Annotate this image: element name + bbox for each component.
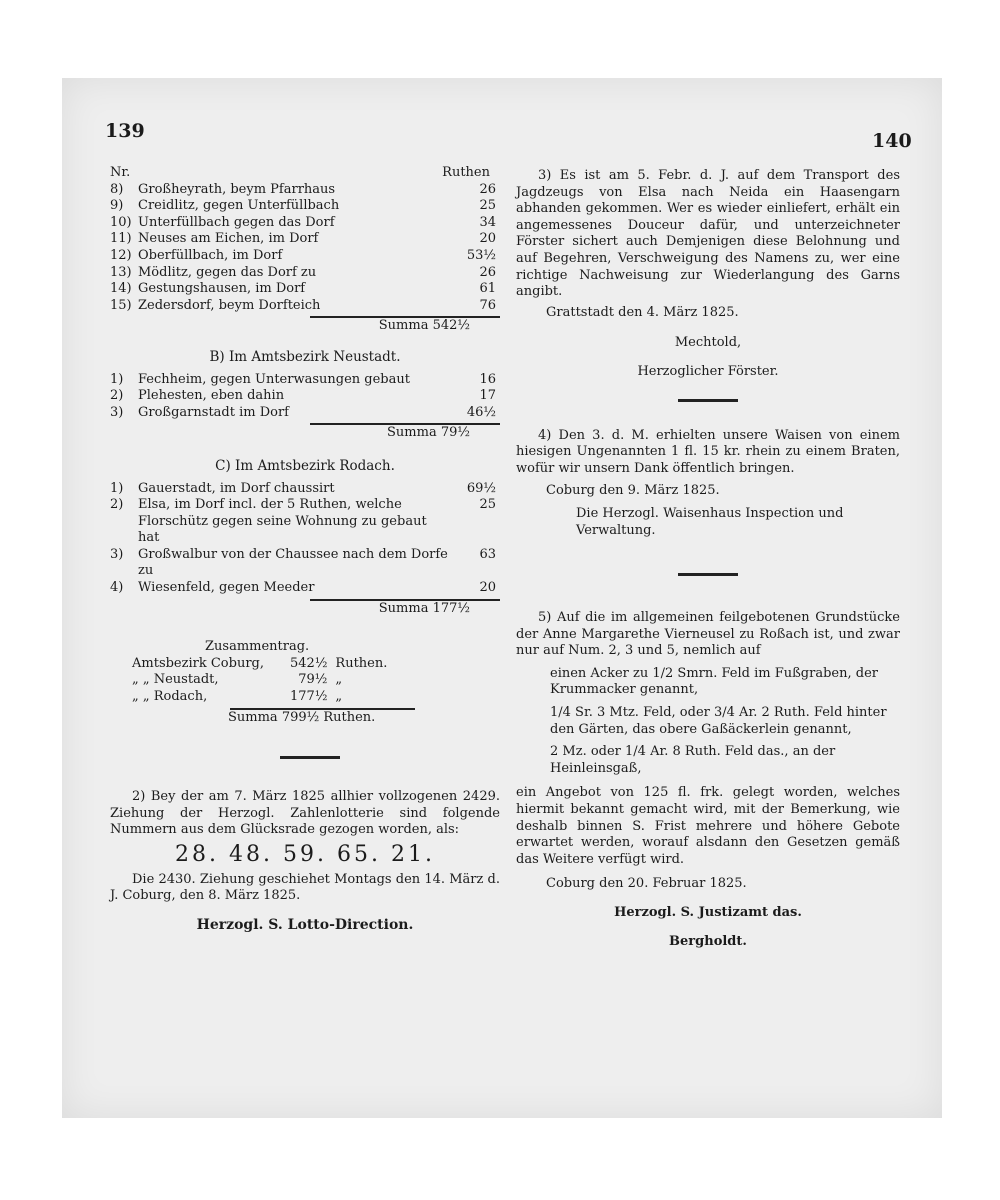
item-value: 76 [479, 297, 496, 313]
item-value: 34 [479, 214, 496, 230]
list-item [110, 198, 500, 215]
item-label: Mödlitz, gegen das Dorf zu [138, 264, 317, 280]
table-row [128, 672, 391, 689]
item-label: Elsa, im Dorf incl. der 5 Ruthen, welche Florschütz gegen seine Wohnung zu gebaut hat [138, 497, 427, 546]
item-value: 25 [479, 198, 496, 214]
item-label: Unterfüllbach gegen das Dorf [138, 214, 335, 230]
item5-text: 5) Auf die im allgemeinen feilgebotenen Grundstücke der Anne Margarethe Vierneusel zu Roßach ist, und zwar nur auf Num. 2, 3 und 5, nemlich auf [516, 610, 900, 659]
list-item [110, 497, 500, 547]
item-value: 46½ [466, 404, 496, 420]
section-c-heading: C) Im Amtsbezirk Rodach. [215, 457, 395, 474]
left-page-number: 139 [105, 120, 145, 142]
section-b-heading: B) Im Amtsbezirk Neustadt. [209, 348, 401, 365]
list-item [110, 265, 500, 282]
value-cell: 177½ [290, 689, 328, 705]
item-value: 69½ [466, 480, 496, 496]
item-number: 4) [110, 580, 124, 596]
item-value: 53½ [466, 247, 496, 263]
district-cell: „ „ Rodach, [132, 689, 208, 705]
item-number: 10) [110, 214, 132, 230]
district-cell: „ „ Neustadt, [132, 672, 219, 688]
sum-b: Summa 79½ [387, 425, 470, 441]
item-label: Großwalbur von der Chaussee nach dem Dorfe zu [138, 546, 448, 579]
list-item [110, 580, 500, 597]
list-item [110, 372, 500, 389]
divider [678, 399, 738, 402]
table-header [110, 165, 500, 182]
item-number: 14) [110, 281, 132, 297]
item4-text: 4) Den 3. d. M. erhielten unsere Waisen von einem hiesigen Ungenannten 1 fl. 15 kr. rhein zu einem Braten, wofür wir unsern Dank öffentlich bringen. [516, 427, 900, 476]
item-number: 1) [110, 371, 124, 387]
item5-place: Coburg den 20. Februar 1825. [546, 876, 747, 892]
item4-signature: Die Herzogl. Waisenhaus Inspection und Verwaltung. [576, 505, 844, 538]
list-item [110, 231, 500, 248]
item-number: 15) [110, 297, 132, 313]
right-column [516, 168, 900, 950]
value-cell: 542½ [290, 655, 328, 671]
item-label: Großheyrath, beym Pfarrhaus [138, 181, 336, 197]
item-number: 13) [110, 264, 132, 280]
list-item: einen Acker zu 1/2 Smrn. Feld im Fußgraben, der Krummacker genannt, [550, 665, 878, 698]
item5-list [516, 666, 900, 778]
zusammentrag-sum: Summa 799½ Ruthen. [228, 709, 376, 725]
unit-header: Ruthen [442, 165, 490, 180]
item-label: Wiesenfeld, gegen Meeder [138, 580, 315, 596]
item-value: 20 [479, 231, 496, 247]
item-value: 25 [479, 497, 496, 513]
list-item [110, 182, 500, 199]
left-column [110, 165, 500, 933]
item-number: 3) [110, 404, 124, 420]
item-number: 11) [110, 231, 132, 247]
table-row [128, 656, 391, 673]
item-number: 3) [110, 546, 124, 562]
unit-cell: Ruthen. [335, 655, 388, 671]
value-cell: 79½ [298, 672, 328, 688]
lotto-numbers: 28. 48. 59. 65. 21. [175, 842, 435, 867]
item-label: Zedersdorf, beym Dorfteich [138, 297, 321, 313]
divider [280, 756, 340, 759]
sum-c: Summa 177½ [378, 600, 470, 616]
list-item [110, 281, 500, 298]
item-label: Plehesten, eben dahin [138, 388, 285, 404]
item-label: Oberfüllbach, im Dorf [138, 247, 283, 263]
list-item [110, 248, 500, 265]
item-number: 8) [110, 181, 124, 197]
item-label: Gauerstadt, im Dorf chaussirt [138, 480, 335, 496]
list-item [110, 481, 500, 498]
item-label: Neuses am Eichen, im Dorf [138, 231, 319, 247]
item-label: Creidlitz, gegen Unterfüllbach [138, 198, 340, 214]
item5-name: Bergholdt. [669, 933, 747, 949]
item-label: Gestungshausen, im Dorf [138, 281, 306, 297]
item-number: 1) [110, 480, 124, 496]
item-value: 17 [479, 388, 496, 404]
zusammentrag-table [128, 656, 391, 706]
list-item [110, 405, 500, 422]
item3-text: 3) Es ist am 5. Febr. d. J. auf dem Transport des Jagdzeugs von Elsa nach Neida ein Haasengarn abhanden gekommen. Wer es wieder einliefert, erhält ein angemessenes Douceur dafür, und unterzeichneter Förster sichert auch Demjenigen diese Belohnung und auf Begehren, Verschweigung des Namens zu, wer eine richtige Nachweisung zur Wiederlangung des Garns angibt. [516, 168, 900, 300]
zusammentrag-title: Zusammentrag. [205, 639, 310, 655]
nr-header: Nr. [110, 165, 131, 180]
item3-title: Herzoglicher Förster. [637, 363, 779, 379]
item-value: 26 [479, 264, 496, 280]
list-a [110, 182, 500, 315]
district-cell: Amtsbezirk Coburg, [132, 655, 264, 671]
list-b [110, 372, 500, 422]
item-value: 20 [479, 580, 496, 596]
sum-a: Summa 542½ [378, 318, 470, 334]
list-item: 1/4 Sr. 3 Mtz. Feld, oder 3/4 Ar. 2 Ruth. Feld hinter den Gärten, das obere Gaßäckerlein genannt, [550, 705, 887, 737]
list-item [110, 298, 500, 315]
item-value: 26 [479, 181, 496, 197]
item4-place: Coburg den 9. März 1825. [546, 483, 720, 499]
unit-cell: „ [335, 672, 343, 688]
item-value: 16 [479, 371, 496, 387]
item3-name: Mechtold, [674, 335, 742, 351]
item3-place: Grattstadt den 4. März 1825. [546, 304, 739, 320]
next-draw-text: Die 2430. Ziehung geschiehet Montags den 14. März d. J. Coburg, den 8. März 1825. [110, 871, 500, 904]
item-label: Großgarnstadt im Dorf [138, 404, 289, 420]
list-c [110, 481, 500, 597]
lotto-signature: Herzogl. S. Lotto-Direction. [196, 916, 414, 933]
list-item [110, 388, 500, 405]
item5-office: Herzogl. S. Justizamt das. [614, 905, 802, 920]
list-item: 2 Mz. oder 1/4 Ar. 8 Ruth. Feld das., an der Heinleinsgaß, [550, 744, 836, 776]
item-number: 2) [110, 388, 124, 404]
list-item [110, 215, 500, 232]
divider [678, 573, 738, 576]
item-value: 61 [479, 281, 496, 297]
table-row [128, 689, 391, 706]
item5-continuation: ein Angebot von 125 fl. frk. gelegt worden, welches hiermit bekannt gemacht wird, mit der Bemerkung, wie deshalb binnen S. Frist mehrere und höhere Gebote erwartet werden, worauf alsdann den Gesetzen gemäß das Weitere verfügt wird. [516, 785, 900, 867]
item-label: Fechheim, gegen Unterwasungen gebaut [138, 371, 410, 387]
item-value: 63 [479, 546, 496, 562]
item-number: 12) [110, 247, 132, 263]
lotto-text: 2) Bey der am 7. März 1825 allhier vollzogenen 2429. Ziehung der Herzogl. Zahlenlotterie sind folgende Nummern aus dem Glücksrade gezogen worden, als: [110, 789, 500, 838]
item-number: 2) [110, 497, 124, 513]
item-number: 9) [110, 198, 124, 214]
unit-cell: „ [335, 689, 343, 705]
list-item [110, 547, 500, 580]
right-page-number: 140 [872, 130, 912, 152]
